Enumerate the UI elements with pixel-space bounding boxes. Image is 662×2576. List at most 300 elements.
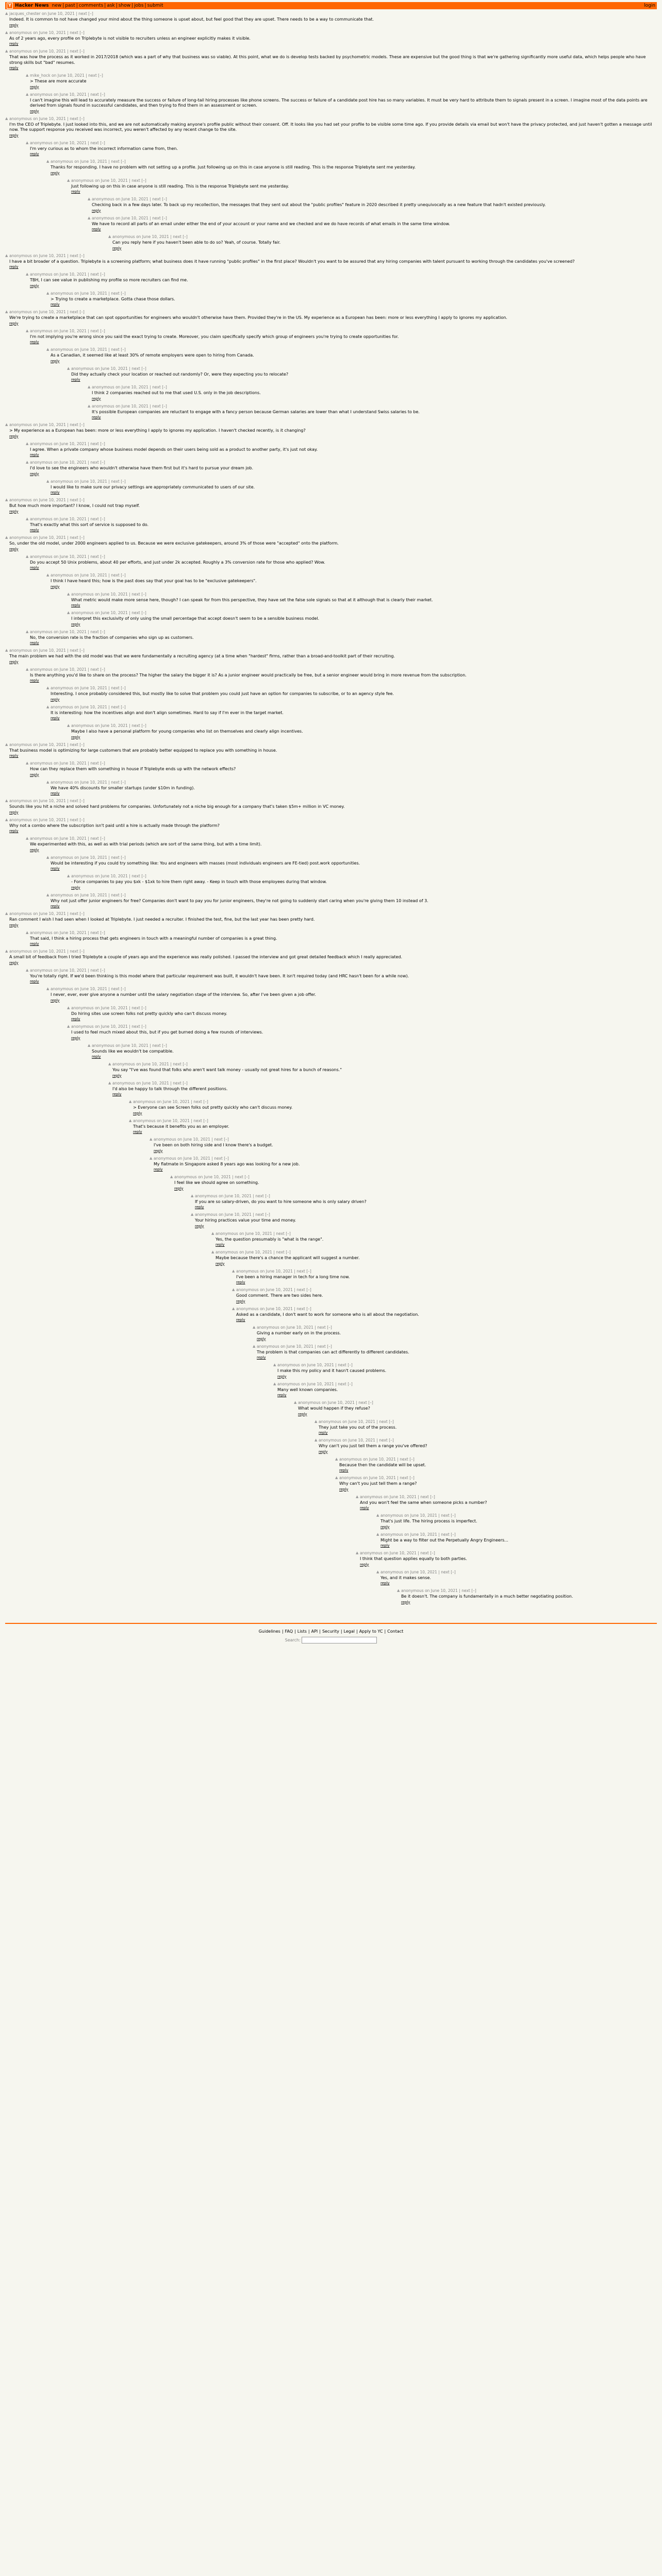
reply-link[interactable]: reply [112, 1092, 122, 1096]
comment-nav[interactable]: | next [–] [86, 836, 105, 841]
comment-nav[interactable]: | next [–] [313, 1344, 332, 1349]
reply-link[interactable]: reply [133, 1130, 142, 1134]
upvote-icon[interactable]: ▲ [273, 1381, 276, 1386]
upvote-icon[interactable]: ▲ [335, 1476, 338, 1480]
comment-age[interactable]: on June 10, 2021 [217, 1212, 252, 1217]
comment-nav[interactable]: | next [–] [127, 591, 146, 597]
comment-nav[interactable]: | next [–] [292, 1306, 311, 1311]
reply-link[interactable]: reply [133, 1111, 142, 1115]
comment-user[interactable]: anonymous [154, 1156, 176, 1161]
comment-nav[interactable]: | next [–] [107, 291, 126, 296]
comment-age[interactable]: on June 10, 2021 [31, 949, 66, 954]
comment-nav[interactable]: | next [–] [251, 1212, 270, 1217]
reply-link[interactable]: reply [380, 1524, 390, 1529]
comment-age[interactable]: on June 10, 2021 [403, 1532, 437, 1537]
reply-link[interactable]: reply [380, 1544, 390, 1548]
upvote-icon[interactable]: ▲ [26, 629, 29, 634]
reply-link[interactable]: reply [9, 923, 19, 927]
reply-link[interactable]: reply [92, 396, 101, 401]
upvote-icon[interactable]: ▲ [46, 686, 49, 690]
reply-link[interactable]: reply [71, 735, 80, 739]
reply-link[interactable]: reply [380, 1581, 390, 1585]
comment-user[interactable]: anonymous [360, 1494, 383, 1499]
comment-age[interactable]: on June 10, 2021 [31, 30, 66, 35]
upvote-icon[interactable]: ▲ [88, 197, 91, 201]
comment-nav[interactable]: | next [–] [148, 215, 167, 221]
upvote-icon[interactable]: ▲ [5, 310, 8, 314]
comment-nav[interactable]: | next [–] [65, 911, 85, 916]
upvote-icon[interactable]: ▲ [5, 30, 8, 35]
upvote-icon[interactable]: ▲ [26, 667, 29, 671]
comment-user[interactable]: anonymous [9, 817, 32, 822]
reply-link[interactable]: reply [339, 1487, 349, 1492]
comment-age[interactable]: on June 10, 2021 [135, 234, 169, 239]
comment-nav[interactable]: | next [–] [127, 178, 146, 183]
comment-nav[interactable]: | next [–] [127, 874, 146, 878]
footer-link[interactable]: Apply to YC [359, 1629, 383, 1634]
reply-link[interactable]: reply [71, 378, 80, 382]
reply-link[interactable]: reply [71, 603, 80, 607]
reply-link[interactable]: reply [71, 622, 80, 626]
reply-link[interactable]: reply [30, 109, 39, 113]
comment-nav[interactable]: | next [–] [86, 328, 105, 333]
reply-link[interactable]: reply [30, 979, 39, 984]
comment-age[interactable]: on June 10, 2021 [238, 1250, 272, 1255]
comment-user[interactable]: anonymous [30, 441, 53, 446]
upvote-icon[interactable]: ▲ [108, 1080, 111, 1085]
comment-age[interactable]: on June 10, 2021 [52, 272, 87, 277]
comment-age[interactable]: on June 10, 2021 [52, 554, 87, 559]
reply-link[interactable]: reply [30, 84, 39, 89]
comment-user[interactable]: anonymous [174, 1175, 197, 1179]
comment-age[interactable]: on June 10, 2021 [93, 611, 128, 615]
comment-age[interactable]: on June 10, 2021 [52, 92, 87, 97]
comment-user[interactable]: anonymous [30, 968, 53, 973]
reply-link[interactable]: reply [30, 942, 39, 946]
comment-nav[interactable]: | next [–] [127, 611, 146, 615]
comment-nav[interactable]: | next [–] [375, 1419, 394, 1424]
reply-link[interactable]: reply [51, 171, 60, 175]
footer-link[interactable]: FAQ [285, 1629, 293, 1634]
comment-nav[interactable]: | next [–] [86, 460, 105, 465]
comment-age[interactable]: on June 10, 2021 [52, 761, 87, 766]
comment-age[interactable]: on June 10, 2021 [93, 1005, 128, 1010]
comment-user[interactable]: anonymous [112, 234, 135, 239]
upvote-icon[interactable]: ▲ [129, 1118, 132, 1123]
comment-user[interactable]: anonymous [30, 328, 53, 333]
upvote-icon[interactable]: ▲ [26, 140, 29, 145]
comment-user[interactable]: anonymous [51, 479, 73, 484]
comment-user[interactable]: jacques_chester [9, 11, 41, 16]
comment-user[interactable]: anonymous [30, 92, 53, 97]
reply-link[interactable]: reply [9, 659, 19, 664]
footer-link[interactable]: API [311, 1629, 318, 1634]
nav-link-comments[interactable]: comments [78, 3, 104, 8]
reply-link[interactable]: reply [51, 716, 60, 720]
reply-link[interactable]: reply [9, 42, 19, 46]
reply-link[interactable]: reply [360, 1506, 369, 1510]
comment-nav[interactable]: | next [–] [86, 140, 105, 145]
upvote-icon[interactable]: ▲ [46, 779, 49, 784]
comment-user[interactable]: anonymous [30, 629, 53, 634]
comment-user[interactable]: anonymous [9, 498, 32, 502]
comment-nav[interactable]: | next [–] [86, 272, 105, 277]
reply-link[interactable]: reply [30, 471, 39, 476]
comment-age[interactable]: on June 10, 2021 [52, 441, 87, 446]
upvote-icon[interactable]: ▲ [26, 328, 29, 333]
upvote-icon[interactable]: ▲ [46, 855, 49, 859]
comment-age[interactable]: on June 10, 2021 [93, 591, 128, 597]
reply-link[interactable]: reply [51, 697, 60, 702]
upvote-icon[interactable]: ▲ [26, 460, 29, 464]
comment-age[interactable]: on June 10, 2021 [52, 328, 87, 333]
reply-link[interactable]: reply [216, 1243, 225, 1247]
comment-nav[interactable]: | next [–] [107, 347, 126, 352]
upvote-icon[interactable]: ▲ [150, 1156, 153, 1160]
comment-nav[interactable]: | next [–] [65, 253, 85, 258]
footer-link[interactable]: Guidelines [258, 1629, 280, 1634]
comment-user[interactable]: anonymous [92, 197, 114, 201]
reply-link[interactable]: reply [51, 490, 60, 495]
comment-user[interactable]: anonymous [30, 140, 53, 145]
comment-nav[interactable]: | next [–] [210, 1156, 229, 1161]
comment-nav[interactable]: | next [–] [107, 892, 126, 897]
comment-nav[interactable]: | next [–] [107, 704, 126, 709]
upvote-icon[interactable]: ▲ [46, 291, 49, 295]
reply-link[interactable]: reply [9, 321, 19, 326]
upvote-icon[interactable]: ▲ [67, 178, 70, 182]
comment-nav[interactable]: | next [–] [189, 1099, 208, 1104]
reply-link[interactable]: reply [360, 1562, 369, 1567]
reply-link[interactable]: reply [277, 1393, 287, 1397]
comment-nav[interactable]: | next [–] [251, 1193, 270, 1198]
comment-user[interactable]: anonymous [380, 1532, 403, 1537]
reply-link[interactable]: reply [9, 829, 19, 833]
upvote-icon[interactable]: ▲ [46, 987, 49, 991]
upvote-icon[interactable]: ▲ [129, 1099, 132, 1104]
comment-nav[interactable]: | next [–] [65, 310, 85, 314]
reply-link[interactable]: reply [236, 1299, 245, 1303]
upvote-icon[interactable]: ▲ [108, 234, 111, 239]
nav-link-ask[interactable]: ask [107, 3, 115, 8]
comment-user[interactable]: anonymous [51, 892, 73, 897]
comment-age[interactable]: on June 10, 2021 [73, 704, 107, 709]
comment-nav[interactable]: | next [–] [127, 723, 146, 728]
comment-user[interactable]: anonymous [71, 874, 94, 878]
comment-user[interactable]: anonymous [71, 723, 94, 728]
comment-nav[interactable]: | next [–] [86, 629, 105, 634]
comment-nav[interactable]: | next [–] [127, 366, 146, 371]
comment-user[interactable]: anonymous [51, 573, 73, 578]
comment-nav[interactable]: | next [–] [189, 1118, 208, 1123]
upvote-icon[interactable]: ▲ [88, 1043, 91, 1047]
comment-age[interactable]: on June 10, 2021 [135, 1080, 169, 1086]
upvote-icon[interactable]: ▲ [191, 1212, 194, 1216]
comment-user[interactable]: anonymous [9, 535, 32, 540]
comment-user[interactable]: mike_hock [30, 73, 51, 78]
comment-user[interactable]: anonymous [30, 836, 53, 841]
comment-user[interactable]: anonymous [30, 930, 53, 935]
upvote-icon[interactable]: ▲ [335, 1456, 338, 1461]
upvote-icon[interactable]: ▲ [88, 385, 91, 389]
comment-user[interactable]: anonymous [51, 159, 73, 164]
upvote-icon[interactable]: ▲ [88, 215, 91, 220]
reply-link[interactable]: reply [92, 415, 101, 419]
comment-nav[interactable]: | next [–] [334, 1363, 353, 1367]
upvote-icon[interactable]: ▲ [67, 723, 70, 727]
upvote-icon[interactable]: ▲ [67, 366, 70, 370]
comment-nav[interactable]: | next [–] [395, 1456, 415, 1462]
comment-nav[interactable]: | next [–] [210, 1137, 229, 1142]
comment-user[interactable]: anonymous [51, 855, 73, 860]
comment-age[interactable]: on June 10, 2021 [31, 911, 66, 916]
upvote-icon[interactable]: ▲ [5, 949, 8, 953]
comment-nav[interactable]: | next [–] [148, 1043, 167, 1048]
comment-nav[interactable]: | next [–] [230, 1175, 250, 1179]
upvote-icon[interactable]: ▲ [5, 648, 8, 652]
reply-link[interactable]: reply [51, 998, 60, 1003]
reply-link[interactable]: reply [51, 867, 60, 871]
comment-age[interactable]: on June 10, 2021 [114, 385, 148, 389]
comment-age[interactable]: on June 10, 2021 [217, 1193, 252, 1198]
comment-user[interactable]: anonymous [236, 1287, 259, 1292]
comment-age[interactable]: on June 10, 2021 [258, 1268, 293, 1274]
comment-nav[interactable]: | next [–] [354, 1400, 373, 1405]
comment-user[interactable]: anonymous [380, 1513, 403, 1518]
comment-user[interactable]: anonymous [257, 1344, 279, 1349]
comment-user[interactable]: anonymous [9, 911, 32, 916]
comment-user[interactable]: anonymous [236, 1306, 259, 1311]
reply-link[interactable]: reply [298, 1412, 307, 1416]
upvote-icon[interactable]: ▲ [397, 1588, 400, 1592]
upvote-icon[interactable]: ▲ [5, 11, 8, 15]
comment-age[interactable]: on June 10, 2021 [50, 73, 85, 78]
comment-nav[interactable]: | next [–] [65, 498, 85, 502]
comment-user[interactable]: anonymous [195, 1193, 218, 1198]
comment-nav[interactable]: | next [–] [437, 1532, 456, 1537]
comment-user[interactable]: anonymous [71, 1005, 94, 1010]
reply-link[interactable]: reply [30, 340, 39, 344]
comment-age[interactable]: on June 10, 2021 [341, 1419, 375, 1424]
comment-user[interactable]: anonymous [92, 215, 114, 221]
comment-user[interactable]: anonymous [92, 385, 114, 389]
upvote-icon[interactable]: ▲ [211, 1250, 214, 1254]
comment-user[interactable]: anonymous [133, 1099, 156, 1104]
upvote-icon[interactable]: ▲ [315, 1438, 318, 1442]
comment-age[interactable]: on June 10, 2021 [361, 1476, 396, 1480]
comment-age[interactable]: on June 10, 2021 [155, 1099, 190, 1104]
comment-age[interactable]: on June 10, 2021 [341, 1438, 375, 1443]
upvote-icon[interactable]: ▲ [46, 479, 49, 483]
comment-age[interactable]: on June 10, 2021 [31, 49, 66, 54]
comment-user[interactable]: anonymous [9, 742, 32, 747]
comment-age[interactable]: on June 10, 2021 [73, 479, 107, 484]
upvote-icon[interactable]: ▲ [46, 892, 49, 897]
comment-nav[interactable]: | next [–] [416, 1551, 435, 1555]
reply-link[interactable]: reply [257, 1355, 266, 1360]
comment-nav[interactable]: | next [–] [416, 1494, 435, 1499]
footer-link[interactable]: Security [322, 1629, 339, 1634]
comment-age[interactable]: on June 10, 2021 [93, 874, 128, 878]
upvote-icon[interactable]: ▲ [67, 1024, 70, 1028]
comment-nav[interactable]: | next [–] [65, 30, 85, 35]
comment-user[interactable]: anonymous [30, 460, 53, 465]
reply-link[interactable]: reply [9, 547, 19, 551]
comment-nav[interactable]: | next [–] [65, 949, 85, 954]
upvote-icon[interactable]: ▲ [67, 1005, 70, 1010]
reply-link[interactable]: reply [71, 1036, 80, 1040]
comment-age[interactable]: on June 10, 2021 [114, 1043, 148, 1048]
upvote-icon[interactable]: ▲ [26, 92, 29, 96]
comment-user[interactable]: anonymous [71, 366, 94, 371]
upvote-icon[interactable]: ▲ [5, 742, 8, 747]
reply-link[interactable]: reply [30, 152, 39, 156]
comment-nav[interactable]: | next [–] [334, 1381, 353, 1386]
upvote-icon[interactable]: ▲ [88, 403, 91, 408]
comment-user[interactable]: anonymous [339, 1476, 362, 1480]
comment-nav[interactable]: | next [–] [313, 1325, 332, 1330]
reply-link[interactable]: reply [71, 190, 80, 194]
footer-link[interactable]: Legal [343, 1629, 355, 1634]
reply-link[interactable]: reply [319, 1449, 328, 1454]
site-name[interactable]: Hacker News [15, 3, 49, 8]
comment-user[interactable]: anonymous [380, 1569, 403, 1574]
reply-link[interactable]: reply [112, 1073, 122, 1078]
comment-age[interactable]: on June 10, 2021 [52, 667, 87, 672]
comment-age[interactable]: on June 10, 2021 [73, 686, 107, 690]
reply-link[interactable]: reply [92, 1055, 101, 1059]
comment-nav[interactable]: | next [–] [86, 92, 105, 97]
reply-link[interactable]: reply [9, 810, 19, 815]
reply-link[interactable]: reply [154, 1167, 163, 1172]
comment-user[interactable]: anonymous [319, 1419, 341, 1424]
comment-nav[interactable]: | next [–] [84, 73, 103, 78]
comment-age[interactable]: on June 10, 2021 [238, 1231, 272, 1236]
comment-user[interactable]: anonymous [30, 761, 53, 766]
comment-user[interactable]: anonymous [319, 1438, 341, 1443]
comment-user[interactable]: anonymous [9, 116, 32, 121]
upvote-icon[interactable]: ▲ [26, 968, 29, 972]
reply-link[interactable]: reply [195, 1224, 204, 1228]
comment-age[interactable]: on June 10, 2021 [52, 516, 87, 521]
upvote-icon[interactable]: ▲ [232, 1306, 235, 1311]
comment-age[interactable]: on June 10, 2021 [40, 11, 75, 16]
comment-age[interactable]: on June 10, 2021 [73, 573, 107, 578]
comment-age[interactable]: on June 10, 2021 [31, 498, 66, 502]
comment-age[interactable]: on June 10, 2021 [31, 422, 66, 427]
comment-age[interactable]: on June 10, 2021 [31, 116, 66, 121]
reply-link[interactable]: reply [30, 772, 39, 777]
comment-nav[interactable]: | next [–] [375, 1438, 394, 1443]
comment-nav[interactable]: | next [–] [65, 422, 85, 427]
comment-user[interactable]: anonymous [30, 554, 53, 559]
reply-link[interactable]: reply [9, 509, 19, 514]
comment-age[interactable]: on June 10, 2021 [114, 197, 148, 201]
comment-age[interactable]: on June 10, 2021 [300, 1363, 334, 1367]
comment-nav[interactable]: | next [–] [107, 573, 126, 578]
upvote-icon[interactable]: ▲ [253, 1344, 256, 1348]
comment-age[interactable]: on June 10, 2021 [114, 215, 148, 221]
reply-link[interactable]: reply [30, 566, 39, 570]
comment-age[interactable]: on June 10, 2021 [258, 1306, 293, 1311]
comment-nav[interactable]: | next [–] [292, 1268, 311, 1274]
comment-user[interactable]: anonymous [9, 30, 32, 35]
comment-age[interactable]: on June 10, 2021 [279, 1344, 313, 1349]
comment-nav[interactable]: | next [–] [457, 1588, 476, 1593]
login-link[interactable]: login [644, 3, 655, 8]
upvote-icon[interactable]: ▲ [26, 554, 29, 558]
comment-nav[interactable]: | next [–] [65, 116, 85, 121]
reply-link[interactable]: reply [51, 584, 60, 589]
comment-user[interactable]: anonymous [133, 1118, 156, 1123]
upvote-icon[interactable]: ▲ [46, 704, 49, 709]
upvote-icon[interactable]: ▲ [46, 159, 49, 163]
comment-user[interactable]: anonymous [9, 310, 32, 314]
reply-link[interactable]: reply [30, 283, 39, 288]
upvote-icon[interactable]: ▲ [315, 1419, 318, 1423]
comment-age[interactable]: on June 10, 2021 [31, 310, 66, 314]
reply-link[interactable]: reply [9, 434, 19, 438]
reply-link[interactable]: reply [319, 1431, 328, 1435]
comment-user[interactable]: anonymous [71, 178, 94, 183]
upvote-icon[interactable]: ▲ [150, 1137, 153, 1141]
upvote-icon[interactable]: ▲ [26, 516, 29, 521]
upvote-icon[interactable]: ▲ [46, 347, 49, 351]
comment-nav[interactable]: | next [–] [107, 779, 126, 785]
comment-nav[interactable]: | next [–] [65, 742, 85, 747]
upvote-icon[interactable]: ▲ [253, 1325, 256, 1329]
comment-age[interactable]: on June 10, 2021 [155, 1118, 190, 1123]
reply-link[interactable]: reply [401, 1600, 410, 1604]
upvote-icon[interactable]: ▲ [26, 930, 29, 935]
comment-nav[interactable]: | next [–] [86, 761, 105, 766]
comment-user[interactable]: anonymous [9, 49, 32, 54]
comment-user[interactable]: anonymous [195, 1212, 218, 1217]
comment-age[interactable]: on June 10, 2021 [196, 1175, 231, 1179]
comment-age[interactable]: on June 10, 2021 [52, 629, 87, 634]
upvote-icon[interactable]: ▲ [294, 1400, 297, 1404]
comment-age[interactable]: on June 10, 2021 [73, 347, 107, 352]
comment-user[interactable]: anonymous [71, 1024, 94, 1029]
reply-link[interactable]: reply [9, 265, 19, 269]
comment-age[interactable]: on June 10, 2021 [31, 253, 66, 258]
comment-user[interactable]: anonymous [71, 611, 94, 615]
upvote-icon[interactable]: ▲ [273, 1363, 276, 1367]
comment-nav[interactable]: | next [–] [169, 1062, 188, 1066]
footer-link[interactable]: Lists [297, 1629, 307, 1634]
y-logo-icon[interactable]: Y [7, 3, 13, 9]
upvote-icon[interactable]: ▲ [26, 761, 29, 765]
comment-age[interactable]: on June 10, 2021 [176, 1156, 210, 1161]
upvote-icon[interactable]: ▲ [67, 611, 70, 615]
upvote-icon[interactable]: ▲ [26, 836, 29, 840]
reply-link[interactable]: reply [195, 1205, 204, 1209]
reply-link[interactable]: reply [71, 885, 80, 890]
comment-age[interactable]: on June 10, 2021 [320, 1400, 355, 1405]
comment-nav[interactable]: | next [–] [107, 987, 126, 991]
comment-user[interactable]: anonymous [51, 347, 73, 352]
comment-user[interactable]: anonymous [92, 1043, 114, 1048]
comment-nav[interactable]: | next [–] [127, 1005, 146, 1010]
upvote-icon[interactable]: ▲ [26, 441, 29, 446]
comment-nav[interactable]: | next [–] [65, 648, 85, 653]
comment-user[interactable]: anonymous [9, 799, 32, 803]
comment-user[interactable]: anonymous [51, 291, 73, 296]
comment-nav[interactable]: | next [–] [86, 516, 105, 521]
comment-age[interactable]: on June 10, 2021 [73, 291, 107, 296]
comment-user[interactable]: anonymous [71, 591, 94, 597]
reply-link[interactable]: reply [174, 1186, 184, 1191]
